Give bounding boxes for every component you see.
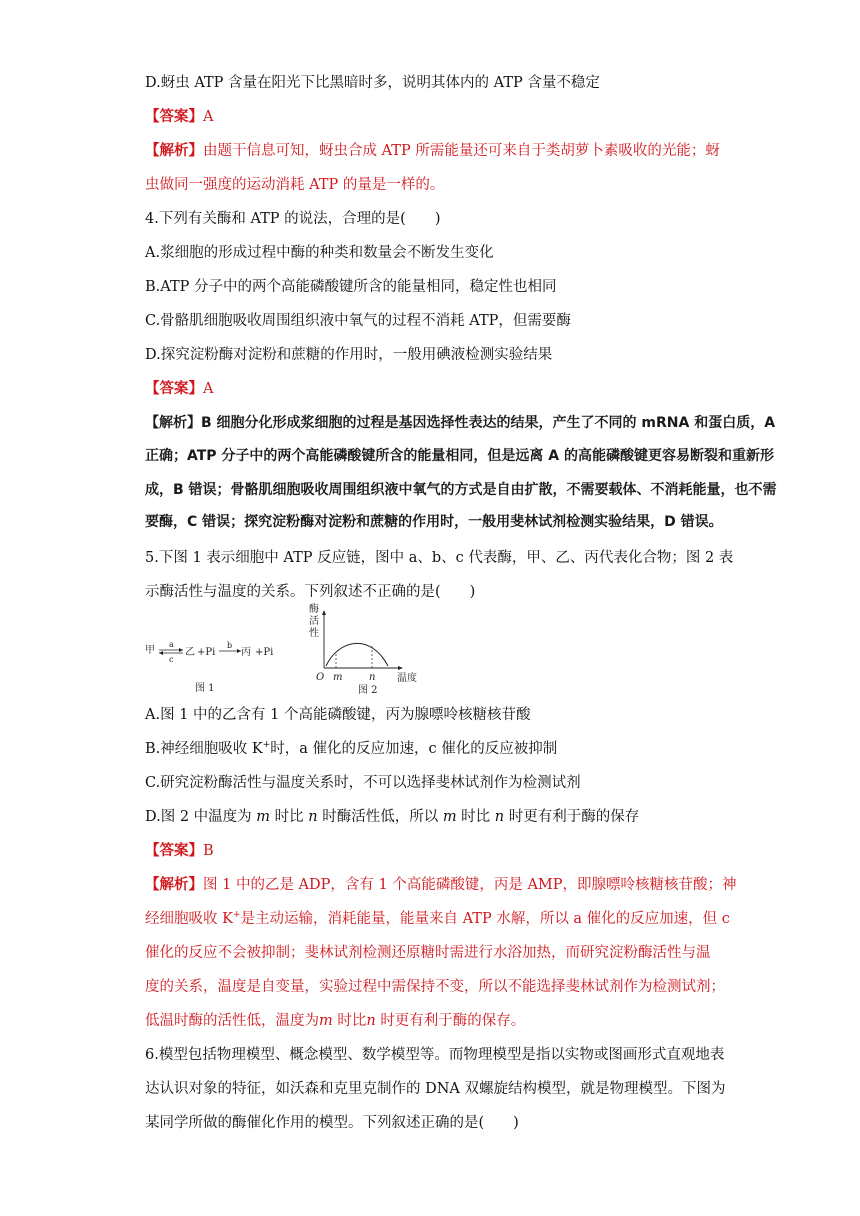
superscript-plus: +	[262, 740, 271, 751]
answer-q5: 【答案】B	[145, 842, 214, 859]
fig1-arrowhead-c	[159, 651, 163, 655]
fig1-pi2: +Pi	[255, 647, 274, 658]
analysis-q5-line1: 【解析】图 1 中的乙是 ADP，含有 1 个高能磷酸键，丙是 AMP，即腺嘌呤核糖核苷酸；神	[145, 876, 737, 893]
question-5-line1: 5.下图 1 表示细胞中 ATP 反应链，图中 a、b、c 代表酶，甲、乙、丙代表化合物；图 2 表	[145, 550, 734, 566]
fig2-n: n	[369, 672, 376, 683]
answer-q3: 【答案】A	[145, 108, 214, 125]
analysis-q4-line4: 要酶，C 错误；探究淀粉酶对淀粉和蔗糖的作用时，一般用斐林试剂检测实验结果，D 错误。	[145, 514, 723, 530]
question-5-line2: 示酶活性与温度的关系。下列叙述不正确的是( )	[145, 584, 476, 600]
fig1-yi: 乙	[185, 647, 195, 658]
option-d-q4: D.探究淀粉酶对淀粉和蔗糖的作用时，一般用碘液检测实验结果	[145, 347, 553, 363]
analysis-q4-line2: 正确；ATP 分子中的两个高能磷酸键所含的能量相同，但是远离 A 的高能磷酸键更容易断裂和重新形	[145, 448, 775, 464]
fig2-caption: 图 2	[358, 685, 378, 696]
analysis-q4-line1: 【解析】B 细胞分化形成浆细胞的过程是基因选择性表达的结果，产生了不同的 mRNA 和蛋白质，A	[145, 415, 776, 431]
option-c-q4: C.骨骼肌细胞吸收周围组织液中氧气的过程不消耗 ATP，但需要酶	[145, 313, 571, 329]
fig2-y-arrowhead	[322, 610, 326, 615]
fig1-pi1: +Pi	[197, 647, 216, 658]
option-a-q5: A.图 1 中的乙含有 1 个高能磷酸键，丙为腺嘌呤核糖核苷酸	[145, 707, 531, 723]
fig1-label-a: a	[169, 640, 174, 649]
question-6-line2: 达认识对象的特征，如沃森和克里克制作的 DNA 双螺旋结构模型，就是物理模型。下图为	[145, 1081, 726, 1097]
question-6-line3: 某同学所做的酶催化作用的模型。下列叙述正确的是( )	[145, 1115, 519, 1131]
analysis-q3-line1: 【解析】由题干信息可知，蚜虫合成 ATP 所需能量还可来自于类胡萝卜素吸收的光能；蚜	[145, 142, 720, 159]
fig2-origin: O	[316, 672, 325, 683]
fig1-label-b: b	[227, 641, 233, 650]
figure-2-enzyme-activity-graph	[300, 602, 435, 702]
fig1-label-c: c	[169, 655, 174, 664]
fig2-m: m	[333, 672, 343, 683]
option-a-q4: A.浆细胞的形成过程中酶的种类和数量会不断发生变化	[145, 245, 494, 261]
question-4: 4.下列有关酶和 ATP 的说法，合理的是( )	[145, 211, 441, 227]
fig1-caption: 图 1	[195, 683, 215, 694]
fig1-jia: 甲	[145, 645, 155, 656]
figure-1-reaction-chain	[143, 636, 293, 700]
analysis-q3-line2: 虫做同一强度的运动消耗 ATP 的量是一样的。	[145, 177, 445, 193]
option-d-q3: D.蚜虫 ATP 含量在阳光下比黑暗时多，说明其体内的 ATP 含量不稳定	[145, 75, 600, 91]
analysis-q5-line2: 经细胞吸收 K+是主动运输，消耗能量，能量来自 ATP 水解，所以 a 催化的反应加速，但 c	[145, 910, 730, 927]
fig1-bing: 丙	[241, 647, 251, 658]
fig2-ylabel-2: 活	[309, 616, 319, 627]
option-c-q5: C.研究淀粉酶活性与温度关系时，不可以选择斐林试剂作为检测试剂	[145, 775, 581, 791]
analysis-q5-line3: 催化的反应不会被抑制；斐林试剂检测还原糖时需进行水浴加热，而研究淀粉酶活性与温	[145, 945, 711, 961]
analysis-q5-line5: 低温时酶的活性低，温度为m 时比n 时更有利于酶的保存。	[145, 1013, 526, 1029]
analysis-q5-line4: 度的关系，温度是自变量，实验过程中需保持不变，所以不能选择斐林试剂作为检测试剂；	[145, 979, 725, 995]
fig2-x-arrowhead	[398, 666, 403, 670]
fig2-ylabel-3: 性	[309, 628, 319, 639]
fig1-arrowhead-a	[179, 648, 183, 652]
option-b-q5: B.神经细胞吸收 K+时，a 催化的反应加速，c 催化的反应被抑制	[145, 740, 558, 757]
fig2-ylabel-1: 酶	[309, 604, 319, 615]
option-d-q5: D.图 2 中温度为 m 时比 n 时酶活性低，所以 m 时比 n 时更有利于酶的保存	[145, 809, 640, 825]
analysis-q4-line3: 成，B 错误；骨骼肌细胞吸收周围组织液中氧气的方式是自由扩散，不需要载体、不消耗能量，也不需	[145, 482, 777, 498]
question-6-line1: 6.模型包括物理模型、概念模型、数学模型等。而物理模型是指以实物或图画形式直观地表	[145, 1047, 725, 1063]
fig2-xlabel: 温度	[397, 673, 417, 684]
fig2-curve	[326, 643, 388, 666]
option-b-q4: B.ATP 分子中的两个高能磷酸键所含的能量相同，稳定性也相同	[145, 279, 557, 295]
answer-q4: 【答案】A	[145, 380, 214, 397]
